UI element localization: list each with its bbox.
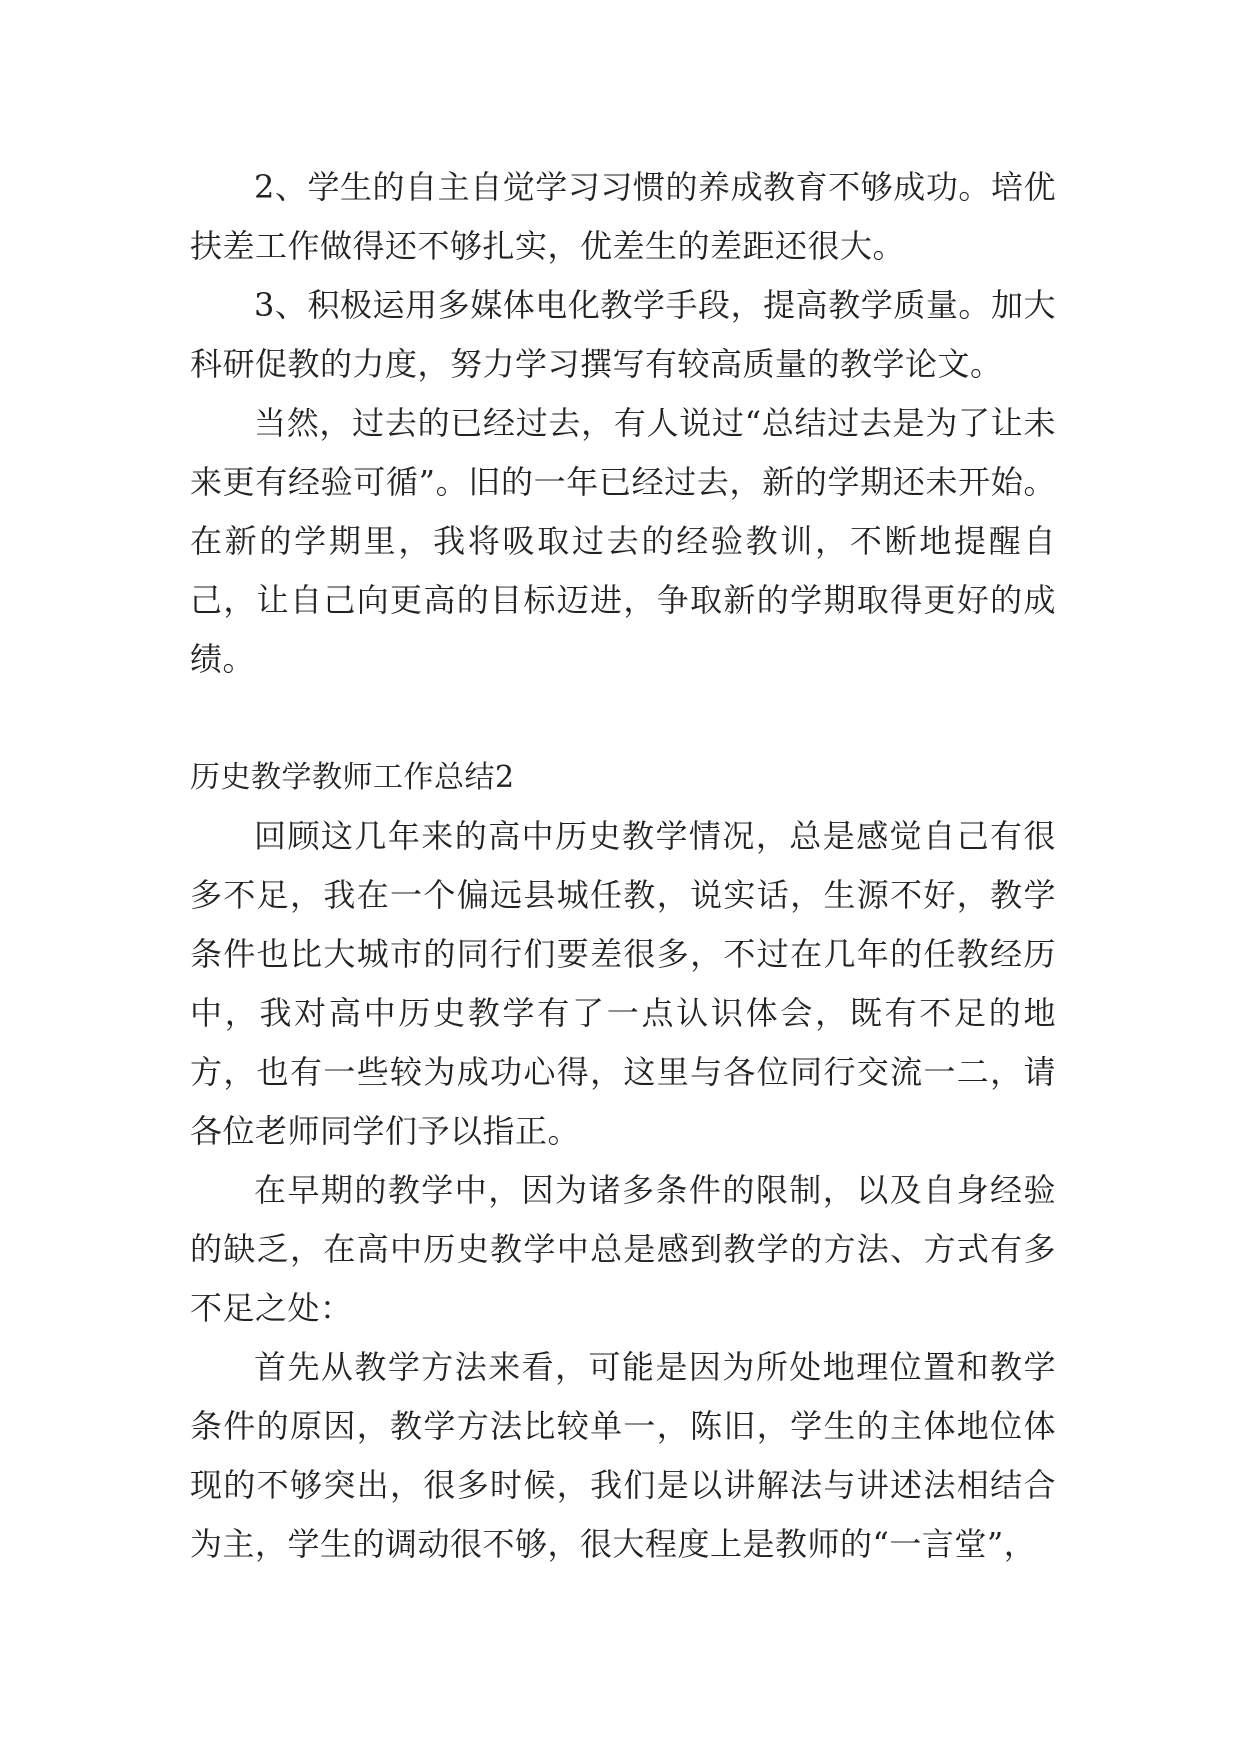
section-heading: 历史教学教师工作总结2 bbox=[190, 760, 515, 795]
paragraph-review: 回顾这几年来的高中历史教学情况，总是感觉自己有很多不足，我在一个偏远县城任教，说实话，生源不好，教学条件也比大城市的同行们要差很多，不过在几年的任教经历中，我对高中历史教学有了一点认识体会，既有不足的地方，也有一些较为成功心得，这里与各位同行交流一二，请各位老师同学们予以指正。 bbox=[190, 817, 1056, 1150]
paragraph-item-3: 3、积极运用多媒体电化教学手段，提高教学质量。加大科研促教的力度，努力学习撰写有较高质量的教学论文。 bbox=[190, 286, 1056, 383]
document-body bbox=[190, 158, 1056, 1574]
paragraph-conclusion: 当然，过去的已经过去，有人说过“总结过去是为了让未来更有经验可循”。旧的一年已经过去，新的学期还未开始。在新的学期里，我将吸取过去的经验教训，不断地提醒自己，让自己向更高的目标迈进，争取新的学期取得更好的成绩。 bbox=[190, 404, 1056, 678]
paragraph-early-teaching: 在早期的教学中，因为诸多条件的限制，以及自身经验的缺乏，在高中历史教学中总是感到教学的方法、方式有多不足之处： bbox=[190, 1171, 1056, 1327]
paragraph-teaching-method: 首先从教学方法来看，可能是因为所处地理位置和教学条件的原因，教学方法比较单一，陈旧，学生的主体地位体现的不够突出，很多时候，我们是以讲解法与讲述法相结合为主，学生的调动很不够，很大程度上是教师的“一言堂”， bbox=[190, 1348, 1056, 1563]
paragraph-item-2: 2、学生的自主自觉学习习惯的养成教育不够成功。培优扶差工作做得还不够扎实，优差生的差距还很大。 bbox=[190, 168, 1056, 265]
